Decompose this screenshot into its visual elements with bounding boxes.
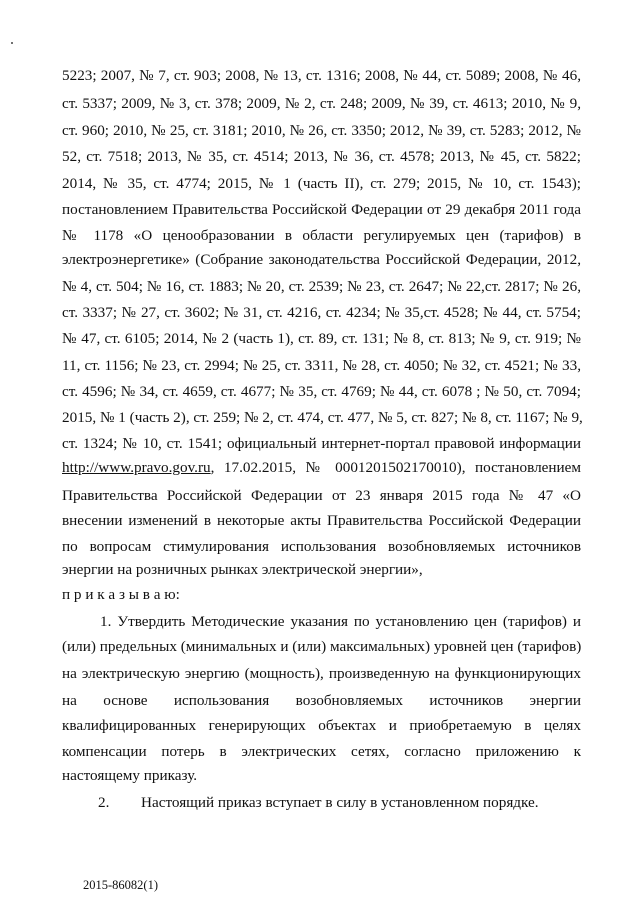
text-line: энергии на розничных рынках электрической энергии», [62, 561, 423, 578]
text-line: ст. 3337; № 27, ст. 3602; № 31, ст. 4216, ст. 4234; № 35,ст. 4528; № 44, ст. 5754; [62, 304, 581, 321]
item1-line: компенсации потерь в электрических сетях, согласно приложению к [62, 743, 581, 760]
text-line: № 1178 «О ценообразовании в области регулируемых цен (тарифов) в [62, 227, 581, 244]
text-line: 52, ст. 7518; 2013, № 35, ст. 4514; 2013, № 36, ст. 4578; 2013, № 45, ст. 5822; [62, 148, 581, 165]
text-line: по вопросам стимулирования использования возобновляемых источников [62, 538, 581, 555]
text-line: 2015, № 1 (часть 2), ст. 259; № 2, ст. 474, ст. 477, № 5, ст. 827; № 8, ст. 1167; № 9, [62, 409, 583, 426]
link-line-rest: , 17.02.2015, № 0001201502170010), постановлением [210, 459, 581, 476]
text-line: Правительства Российской Федерации от 23 января 2015 года № 47 «О [62, 487, 581, 504]
text-line: 2014, № 35, ст. 4774; 2015, № 1 (часть II), ст. 279; 2015, № 10, ст. 1543); [62, 175, 581, 192]
item2-text: Настоящий приказ вступает в силу в установленном порядке. [141, 794, 539, 811]
text-line: постановлением Правительства Российской Федерации от 29 декабря 2011 года [62, 201, 581, 218]
text-line: 11, ст. 1156; № 23, ст. 2994; № 25, ст. 3311, № 28, ст. 4050; № 32, ст. 4521; № 33, [62, 357, 581, 374]
item1-line: 1. Утвердить Методические указания по установлению цен (тарифов) и [100, 613, 581, 630]
text-line: № 47, ст. 6105; 2014, № 2 (часть 1), ст. 89, ст. 131; № 8, ст. 813; № 9, ст. 919; № [62, 330, 581, 347]
pravo-link[interactable]: http://www.pravo.gov.ru [62, 459, 211, 476]
text-line: ст. 1324; № 10, ст. 1541; официальный интернет-портал правовой информации [62, 435, 581, 452]
scan-speck [11, 42, 13, 44]
prikazyvayu: п р и к а з ы в а ю: [62, 586, 180, 603]
text-line-with-link [62, 459, 581, 477]
item1-line: на электрическую энергию (мощность), произведенную на функционирующих [62, 665, 581, 682]
text-line: ст. 960; 2010, № 25, ст. 3181; 2010, № 26, ст. 3350; 2012, № 39, ст. 5283; 2012, № [62, 122, 581, 139]
text-line: № 4, ст. 504; № 16, ст. 1883; № 20, ст. 2539; № 23, ст. 2647; № 22,ст. 2817; № 26, [62, 278, 581, 295]
item2-number: 2. [98, 794, 110, 811]
item1-line: (или) предельных (минимальных и (или) максимальных) уровней цен (тарифов) [62, 638, 582, 655]
text-line: ст. 5337; 2009, № 3, ст. 378; 2009, № 2, ст. 248; 2009, № 39, ст. 4613; 2010, № 9, [62, 95, 581, 112]
text-line: ст. 4596; № 34, ст. 4659, ст. 4677; № 35, ст. 4769; № 44, ст. 6078 ; № 50, ст. 7094; [62, 383, 581, 400]
text-line: 5223; 2007, № 7, ст. 903; 2008, № 13, ст. 1316; 2008, № 44, ст. 5089; 2008, № 46, [62, 67, 581, 84]
item1-line: настоящему приказу. [62, 767, 198, 784]
text-line: внесении изменений в некоторые акты Правительства Российской Федерации [62, 512, 581, 529]
item1-line: квалифицированных генерирующих объектах и приобретаемую в целях [62, 717, 581, 734]
item1-line: на основе использования возобновляемых источников энергии [62, 692, 581, 709]
footer-code: 2015-86082(1) [83, 878, 158, 892]
text-line: электроэнергетике» (Собрание законодательства Российской Федерации, 2012, [62, 251, 581, 268]
